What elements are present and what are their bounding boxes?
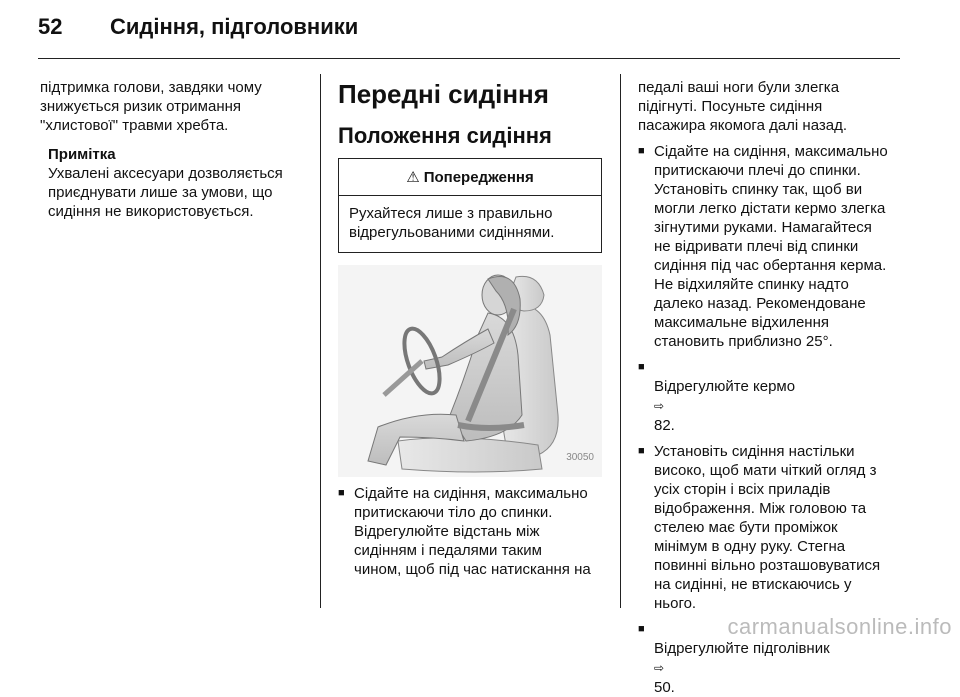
bullet-text: Установіть сидіння настільки високо, щоб мати чіткий огляд з усіх сторін і всіх приладів відображення. Між головою та стелею має бути проміжок мінімум в одну руку. Стегна повинні вільно розташовуватися на сидінні, не втискаючись у нього. [654,443,881,612]
column-divider-right [620,74,621,608]
watermark: carmanualsonline.info [727,614,952,639]
bullet-item [338,484,606,579]
column-1 [40,78,302,221]
page-number: 52 [38,14,63,39]
intro-text: підтримка голови, завдяки чому знижується ризик отримання "хлистової" травми хребта. [40,79,262,134]
driver-seat-image [338,265,602,477]
warning-header [339,159,601,196]
bullet-item [638,142,908,351]
bullet-square-icon: ■ [638,623,645,635]
note-block [48,145,302,221]
column-3 [638,78,908,697]
bullet-square-icon: ■ [638,145,645,157]
bullet-text: Відрегулюйте підголівник [654,640,830,657]
continuation-text: педалі ваші ноги були злегка підігнуті. Посуньте сидіння пасажира якомога далі назад. [638,79,848,134]
subsection-title: Положення сидіння [338,123,552,148]
seat-position-illustration [338,265,602,477]
note-text: Ухвалені аксесуари дозволяється приєднувати лише за умови, що сидіння не використовується. [48,165,283,220]
bullet-square-icon: ■ [338,487,345,499]
bullet-text: Сідайте на сидіння, максимально притискаючи плечі до спинки. Установіть спинку так, щоб ви могли легко дістати кермо злегка зігнутими руками. Намагайтеся не відривати плечі від спинки сидіння під час обертання керма. Не відхиляйте спинку надто далеко назад. Рекомендоване максимальне відхилення становить приблизно 25°. [654,143,888,350]
bullet-text: Відрегулюйте кермо [654,378,796,395]
warning-box [338,158,602,253]
column-divider-left [320,74,321,608]
column-2 [338,74,606,579]
warning-text: Рухайтеся лише з правильно відрегульованими сидіннями. [349,205,555,241]
bullet-item [638,442,908,613]
header-divider [38,58,900,59]
page-reference-arrow-icon: ⇨ [654,661,665,675]
page-reference-arrow-icon: ⇨ [654,399,665,413]
bullet-square-icon: ■ [638,361,645,373]
bullet-item [638,358,908,435]
bullet-square-icon: ■ [638,445,645,457]
page-reference[interactable]: 50. [654,679,675,696]
figure-id: 30050 [566,452,594,463]
bullet-text: Сідайте на сидіння, максимально притискаючи тіло до спинки. Відрегулюйте відстань між сидінням і педалями таким чином, щоб під час натискання на [354,485,591,578]
warning-triangle-icon: ⚠ [406,168,420,186]
note-title: Примітка [48,146,116,163]
page-title: Сидіння, підголовники [110,14,359,39]
warning-title: Попередження [423,168,534,186]
section-title: Передні сидіння [338,79,549,109]
page-reference[interactable]: 82. [654,417,675,434]
